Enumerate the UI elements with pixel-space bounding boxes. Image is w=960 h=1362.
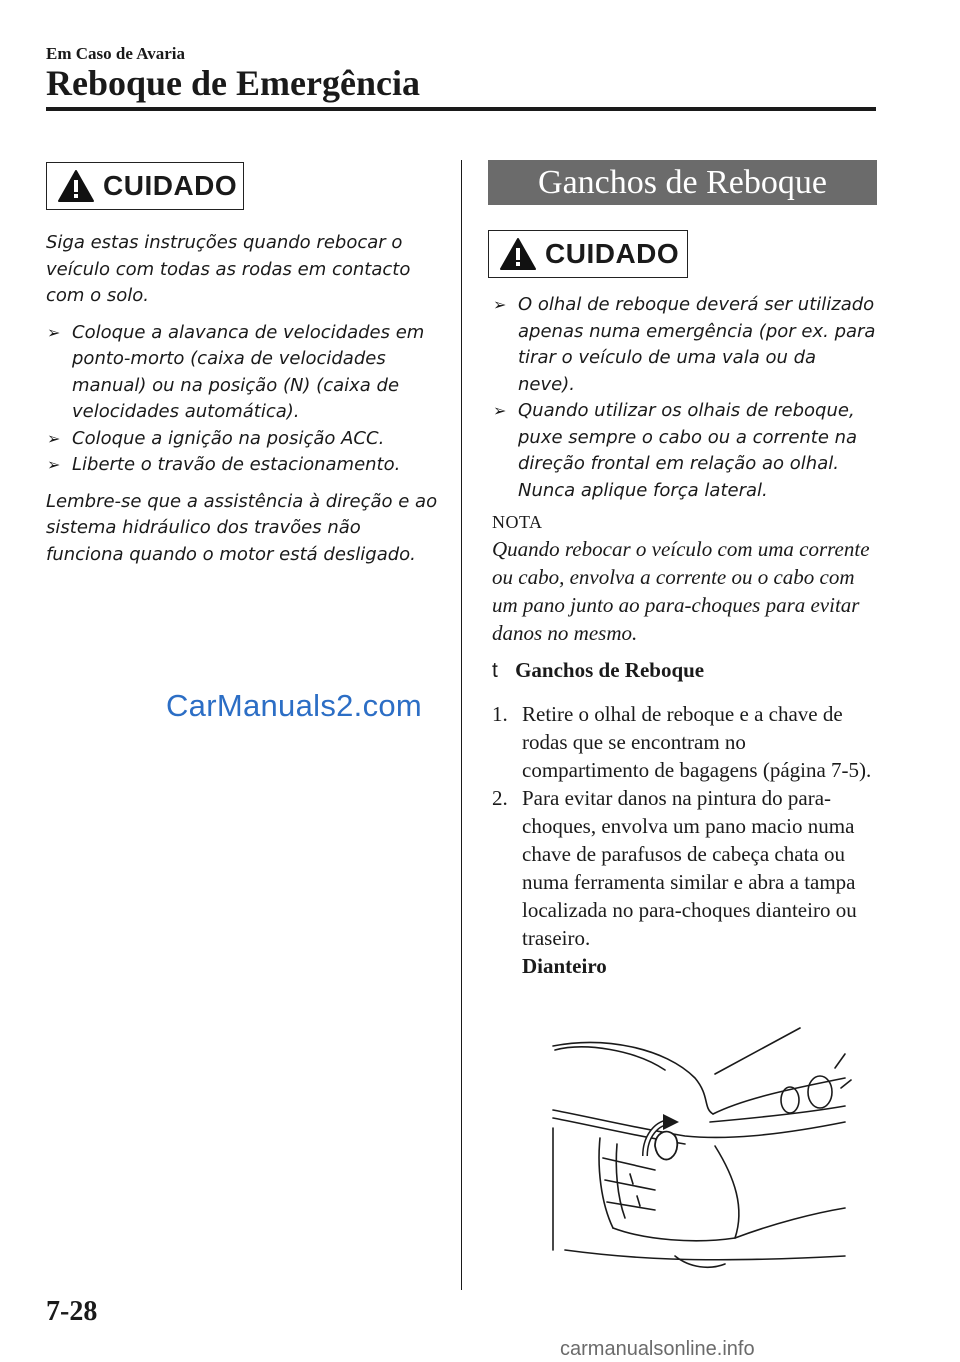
steps-list — [492, 700, 876, 980]
caution-bullet — [46, 452, 441, 479]
caution-label: CUIDADO — [103, 170, 238, 201]
caution-bullet — [492, 398, 878, 504]
subsection-marker: t — [492, 659, 498, 682]
bullet-text: Liberte o travão de estacionamento. — [72, 454, 401, 475]
subsection-heading — [492, 658, 704, 683]
step-number: 2. — [492, 786, 508, 810]
bullet-text: Quando utilizar os olhais de reboque, puxe sempre o cabo ou a corrente na direção frontal em relação ao olhal. Nunca aplique força lateral. — [518, 400, 858, 501]
caution-label: CUIDADO — [545, 238, 680, 269]
page-title: Reboque de Emergência — [46, 63, 420, 103]
step-item — [492, 700, 876, 784]
note-text: Quando rebocar o veículo com uma corrente ou cabo, envolva a corrente ou o cabo com um pano junto ao para-choques para evitar danos no mesmo. — [492, 537, 870, 645]
caution-box-right — [488, 230, 688, 278]
figure-caption: Dianteiro — [522, 954, 607, 978]
step-text: Para evitar danos na pintura do para-choques, envolva um pano macio numa chave de parafusos de cabeça chata ou numa ferramenta similar e abra a tampa localizada no para-choques dianteiro ou traseiro. — [522, 786, 857, 950]
left-column — [46, 230, 441, 568]
section-banner: Ganchos de Reboque — [488, 160, 877, 205]
arrow-bullet-icon: ➢ — [47, 428, 61, 448]
caution-bullet — [46, 320, 441, 426]
note-title: NOTA — [492, 512, 543, 532]
arrow-bullet-icon: ➢ — [47, 455, 61, 474]
warning-triangle-icon — [57, 169, 95, 203]
caution-bullet — [492, 292, 878, 398]
right-caution-text — [492, 292, 878, 504]
step-text: Retire o olhal de reboque e a chave de rodas que se encontram no compartimento de bagagens (página 7-5). — [522, 702, 872, 782]
arrow-bullet-icon: ➢ — [493, 295, 507, 314]
column-divider — [461, 160, 462, 1290]
page-number: 7-28 — [46, 1296, 98, 1327]
bullet-text: Coloque a alavanca de velocidades em ponto-morto (caixa de velocidades manual) ou na posição (N) (caixa de velocidades automática). — [72, 321, 425, 422]
step-item — [492, 784, 876, 952]
bullet-text: O olhal de reboque deverá ser utilizado apenas numa emergência (por ex. para tirar o veículo de uma vala ou da neve). — [518, 294, 876, 395]
front-bumper-illustration — [545, 1018, 855, 1280]
section-label: Em Caso de Avaria — [46, 44, 185, 63]
arrow-bullet-icon: ➢ — [47, 322, 61, 342]
arrow-bullet-icon: ➢ — [493, 401, 507, 420]
watermark: CarManuals2.com — [166, 688, 423, 723]
subsection-title: Ganchos de Reboque — [515, 658, 705, 682]
header-rule — [46, 107, 876, 111]
footer-watermark: carmanualsonline.info — [560, 1338, 755, 1360]
caution-intro: Siga estas instruções quando rebocar o veículo com todas as rodas em contacto com o solo. — [46, 232, 411, 306]
caution-box-left — [46, 162, 244, 210]
bullet-text: Coloque a ignição na posição ACC. — [72, 427, 385, 449]
caution-bullet — [46, 426, 441, 453]
step-number: 1. — [492, 702, 508, 726]
warning-triangle-icon — [499, 237, 537, 271]
caution-footer-text: Lembre-se que a assistência à direção e ao sistema hidráulico dos travões não funciona quando o motor está desligado. — [46, 490, 438, 565]
